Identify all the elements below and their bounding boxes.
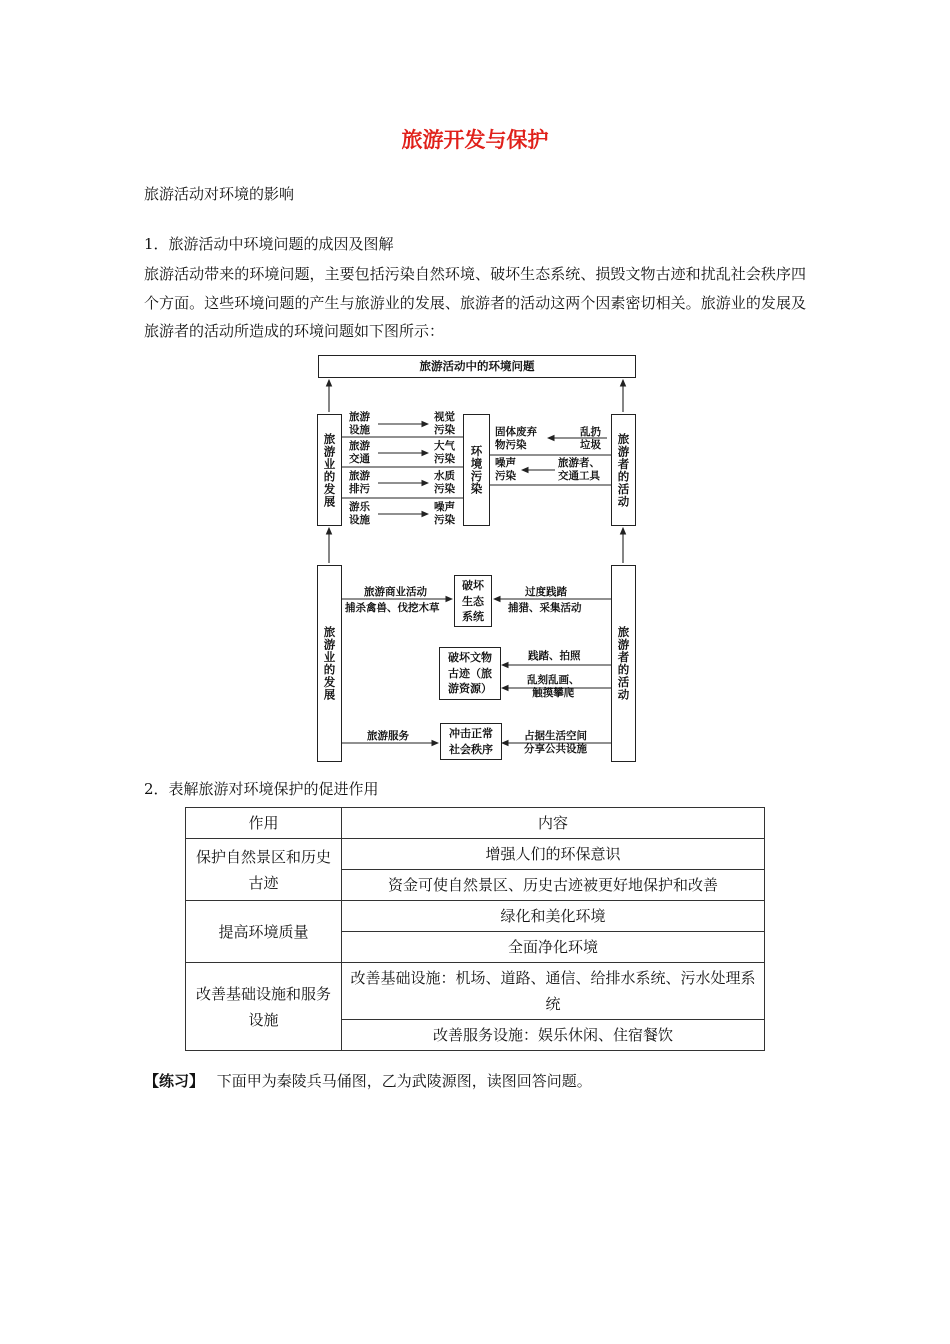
table-role-cell: 保护自然景区和历史古迹 <box>186 839 342 901</box>
right-row-src: 乱扔 垃圾 <box>580 426 601 451</box>
eco-box: 破坏 生态 系统 <box>454 575 492 627</box>
left-row-dst: 水质 污染 <box>434 470 455 495</box>
exercise-text: 下面甲为秦陵兵马俑图，乙为武陵源图，读图回答问题。 <box>216 1072 592 1090</box>
table-content-cell: 改善服务设施：娱乐休闲、住宿餐饮 <box>342 1020 765 1051</box>
left-bottom-box: 旅游业的发展 <box>317 565 342 762</box>
eco-right-label-1: 过度践踏 <box>525 586 567 598</box>
item2-heading: 2．表解旅游对环境保护的促进作用 <box>144 780 379 798</box>
eco-left-label-1: 旅游商业活动 <box>364 586 427 598</box>
table-header: 内容 <box>342 808 765 839</box>
promotion-table <box>185 807 765 1051</box>
item1-heading: 1．旅游活动中环境问题的成因及图解 <box>144 235 394 253</box>
eco-left-label-2: 捕杀禽兽、伐挖木草 <box>345 602 440 614</box>
left-row-dst: 大气 污染 <box>434 440 455 465</box>
right-top-box: 旅游者的活动 <box>611 414 636 526</box>
right-row-dst: 噪声 污染 <box>495 457 516 482</box>
left-row-src: 游乐 设施 <box>349 501 370 526</box>
table-role-cell: 改善基础设施和服务设施 <box>186 963 342 1051</box>
social-box: 冲击正常 社会秩序 <box>440 723 502 760</box>
table-content-cell: 改善基础设施：机场、道路、通信、给排水系统、污水处理系统 <box>342 963 765 1020</box>
social-right-label: 占据生活空间 分享公共设施 <box>524 730 587 755</box>
exercise-tag: 【练习】 <box>144 1072 205 1090</box>
table-content-cell: 全面净化环境 <box>342 932 765 963</box>
left-row-dst: 视觉 污染 <box>434 411 455 436</box>
table-content-cell: 绿化和美化环境 <box>342 901 765 932</box>
left-row-src: 旅游 设施 <box>349 411 370 436</box>
table-content-cell: 增强人们的环保意识 <box>342 839 765 870</box>
section-heading: 旅游活动对环境的影响 <box>144 185 295 203</box>
center-top-box: 环境污染 <box>463 414 490 526</box>
item1-paragraph: 旅游活动带来的环境问题，主要包括污染自然环境、破坏生态系统、损毁文物古迹和扰乱社会秩序四个方面。这些环境问题的产生与旅游业的发展、旅游者的活动这两个因素密切相关。旅游业的发展及旅游者的活动所造成的环境问题如下图所示： <box>144 265 806 340</box>
right-row-dst: 固体废弃 物污染 <box>495 426 537 451</box>
left-row-dst: 噪声 污染 <box>434 501 455 526</box>
relic-right-label-2: 乱刻乱画、 触摸攀爬 <box>527 674 580 699</box>
top-box: 旅游活动中的环境问题 <box>318 355 636 378</box>
table-role-cell: 提高环境质量 <box>186 901 342 963</box>
eco-right-label-2: 捕猎、采集活动 <box>508 602 582 614</box>
left-top-box: 旅游业的发展 <box>317 414 342 526</box>
relic-right-label-1: 践踏、拍照 <box>528 650 581 662</box>
table-row <box>186 963 765 1020</box>
table-header-row <box>186 808 765 839</box>
relic-box: 破坏文物 古迹（旅 游资源） <box>439 647 501 700</box>
right-row-src: 旅游者、 交通工具 <box>558 457 600 482</box>
right-bottom-box: 旅游者的活动 <box>611 565 636 762</box>
left-row-src: 旅游 交通 <box>349 440 370 465</box>
table-row <box>186 839 765 870</box>
page-title: 旅游开发与保护 <box>401 127 549 152</box>
table-header: 作用 <box>186 808 342 839</box>
left-row-src: 旅游 排污 <box>349 470 370 495</box>
table-content-cell: 资金可使自然景区、历史古迹被更好地保护和改善 <box>342 870 765 901</box>
social-left-label: 旅游服务 <box>367 730 409 742</box>
exercise-line <box>144 1070 592 1091</box>
table-row <box>186 901 765 932</box>
